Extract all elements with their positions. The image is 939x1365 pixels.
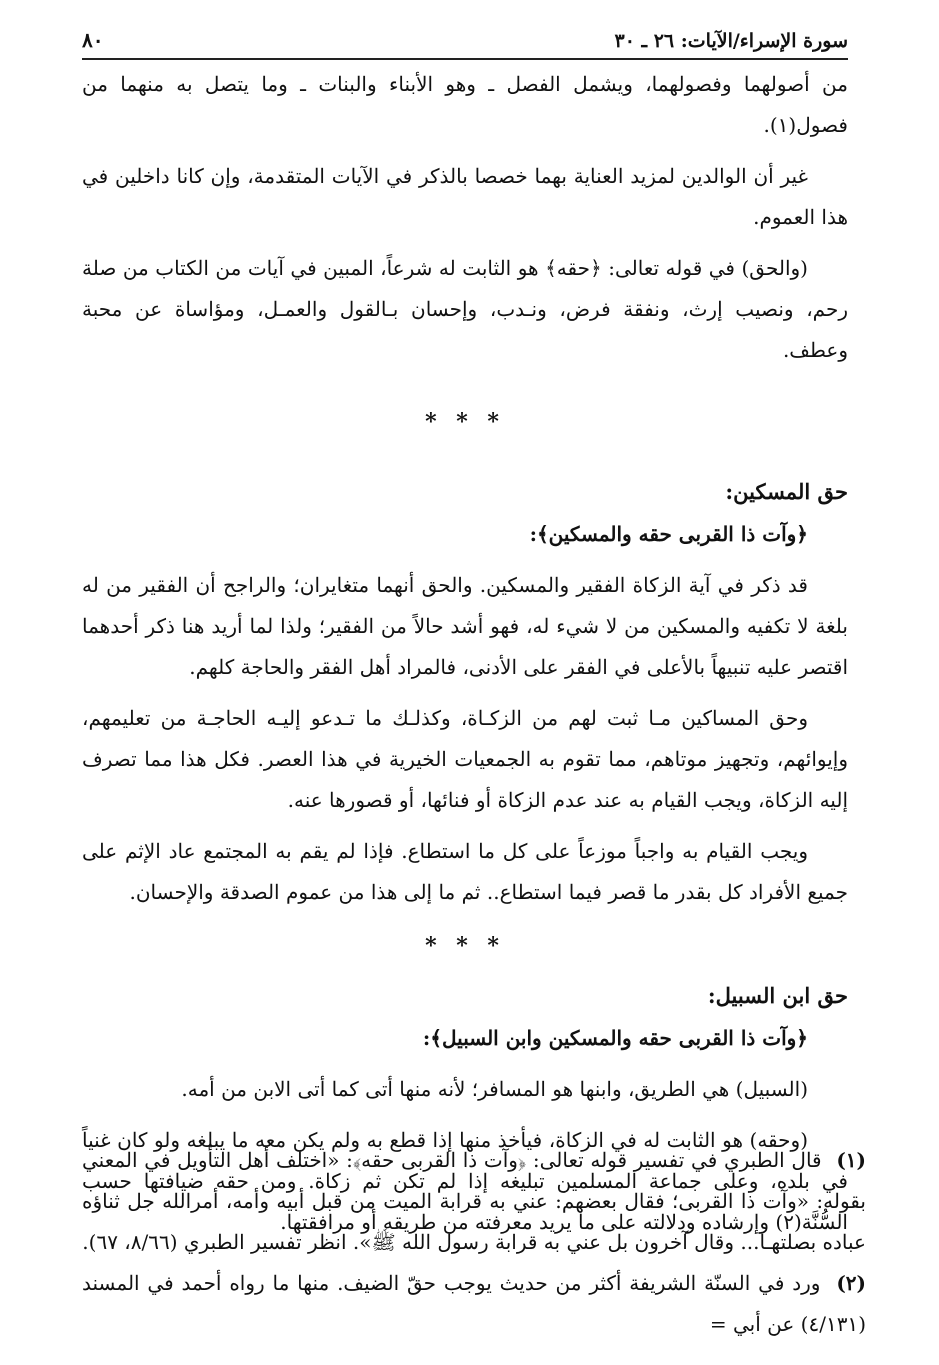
sabil-paragraph-1: (السبيل) هي الطريق، وابنها هو المسافر؛ لأنه منها أتى كما أتى الابن من أمه.: [181, 1077, 808, 1101]
book-page: [82, 28, 848, 1243]
footnote-marker: (١): [836, 1148, 867, 1172]
verse-miskin: ﴿وآت ذا القربى حقه والمسكين﴾:: [529, 522, 808, 546]
miskin-paragraph-1: قد ذكر في آية الزكاة الفقير والمسكين. والحق أنهما متغايران؛ والراجح أن الفقير من له بلغة لا تكفيه والمسكين من لا شيء له، فهو أشد حالاً من الفقير؛ ولذا لما أريد هنا ذكر أحدهما اقتصر عليه تنبيهاً بالأعلى في الفقر على الأدنى، فالمراد أهل الفقر والحاجة كلهم.: [82, 573, 848, 679]
page-header: [82, 28, 848, 60]
intro-paragraph-1: من أصولهما وفصولهما، ويشمل الفصل ـ وهو الأبناء والبنات ـ وما يتصل به منهما من فصول(١).: [82, 72, 848, 137]
miskin-paragraph-2: وحق المساكين مـا ثبت لهم من الزكـاة، وكذلـك ما تـدعو إليـه الحاجـة من تعليمهم، وإيوائهم، وتجهيز موتاهم، مما تقوم به الجمعيات الخيرية في هذا العصر. فكل هذا مما تصرف إليه الزكاة، ويجب القيام به عند عدم الزكاة أو فنائها، أو قصورها عنه.: [82, 706, 848, 812]
sabil-paragraph-2: (وحقه) هو الثابت له في الزكاة، فيأخذ منها إذا قطع به ولم يكن معه ما يبلغه ولو كان غنياً في بلده، وعلى جماعة المسلمين تبليغه إذا لم تكن ثم زكاة. ومن حقه ضيافتها حسب السُّنَّة(٢) وإرشاده ودلالته على ما يريد معرفته من طريقه أو مرافقتها.: [82, 1128, 848, 1234]
running-title: سورة الإسراء/الآيات: ٢٦ ـ ٣٠: [614, 30, 848, 52]
section-heading-sabil: حق ابن السبيل:: [707, 983, 848, 1008]
footnote-text: ورد في السنّة الشريفة أكثر من حديث يوجب حقّ الضيف. منها ما رواه أحمد في المسند (٤/١٣١) عن أبي =: [82, 1271, 866, 1336]
intro-paragraph-3: (والحق) في قوله تعالى: ﴿حقه﴾ هو الثابت له شرعاً، المبين في آيات من الكتاب من صلة رحم، ونصيب إرث، ونفقة فرض، ونـدب، وإحسان بـالقول والعمـل، ومؤاساة عن محبة وعطف.: [82, 256, 849, 362]
page-number: ٨٠: [82, 28, 104, 52]
verse-sabil: ﴿وآت ذا القربى حقه والمسكين وابن السبيل﴾:: [422, 1026, 808, 1050]
footnote-text: قال الطبري في تفسير قوله تعالى: ﴿وآت ذا القربى حقه﴾: «اختلف أهل التأويل في المعني بقوله: «وآت ذا القربى؛ فقال بعضهم: عني به قرابة الميت من قبل أبيه وأمه، أمرالله جل ثناؤه عباده بصلتهـا... وقال آخرون بل عني به قرابة رسول الله ﷺ». انظر تفسير الطبري (٨/٦٦، ٦٧).: [82, 1148, 866, 1254]
section-separator: * * *: [425, 933, 505, 959]
footnote-2: [82, 1263, 866, 1345]
section-separator: * * *: [425, 409, 505, 435]
intro-paragraph-2: غير أن الوالدين لمزيد العناية بهما خصصا بالذكر في الآيات المتقدمة، وإن كانا داخلين في هذا العموم.: [82, 164, 848, 229]
footnote-marker: (٢): [836, 1271, 866, 1295]
footnotes: [82, 1140, 866, 1345]
footnote-1: [82, 1140, 866, 1263]
miskin-paragraph-3: ويجب القيام به واجباً موزعاً على كل ما استطاع. فإذا لم يقم به المجتمع عاد الإثم على جميع الأفراد كل بقدر ما قصر فيما استطاع.. ثم ما إلى هذا من عموم الصدقة والإحسان.: [82, 839, 848, 904]
section-heading-miskin: حق المسكين:: [725, 479, 848, 504]
